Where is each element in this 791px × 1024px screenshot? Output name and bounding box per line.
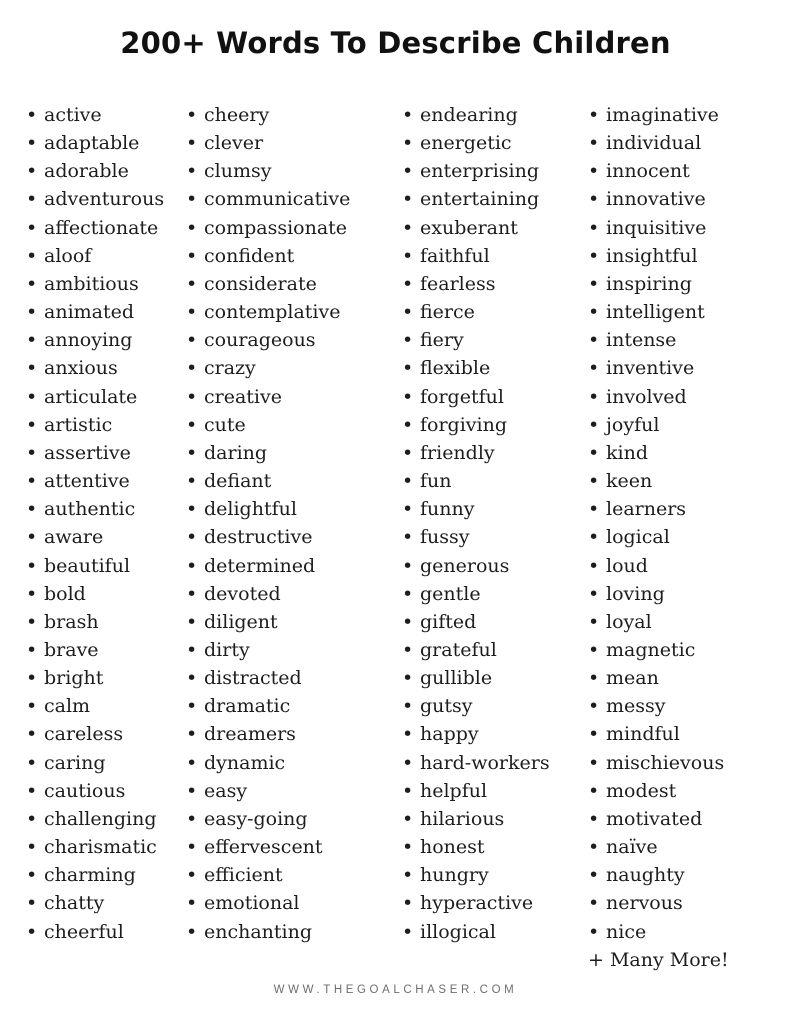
word-item: • enterprising (402, 157, 550, 185)
word-item: • involved (588, 383, 729, 411)
word-item: • endearing (402, 101, 550, 129)
word-item: • learners (588, 495, 729, 523)
word-item: • artistic (26, 411, 164, 439)
word-item: • distracted (186, 664, 350, 692)
word-item: • inspiring (588, 270, 729, 298)
word-item: • cheery (186, 101, 350, 129)
many-more-note: + Many More! (588, 948, 729, 971)
word-item: • challenging (26, 805, 164, 833)
word-column-1 (26, 101, 164, 946)
word-item: • faithful (402, 242, 550, 270)
word-item: • adventurous (26, 185, 164, 213)
word-item: • logical (588, 523, 729, 551)
word-item: • creative (186, 383, 350, 411)
word-item: • brash (26, 608, 164, 636)
word-item: • dramatic (186, 692, 350, 720)
word-item: • articulate (26, 383, 164, 411)
word-item: • cute (186, 411, 350, 439)
word-column-3 (402, 101, 550, 946)
word-item: • defiant (186, 467, 350, 495)
word-item: • loud (588, 552, 729, 580)
word-item: • assertive (26, 439, 164, 467)
word-item: • naïve (588, 833, 729, 861)
word-item: • easy-going (186, 805, 350, 833)
word-item: • beautiful (26, 552, 164, 580)
page-title: 200+ Words To Describe Children (120, 26, 671, 60)
word-column-2 (186, 101, 350, 946)
word-item: • modest (588, 777, 729, 805)
word-item: • keen (588, 467, 729, 495)
word-item: • aloof (26, 242, 164, 270)
word-item: • fearless (402, 270, 550, 298)
word-item: • dynamic (186, 749, 350, 777)
word-item: • mindful (588, 720, 729, 748)
word-item: • energetic (402, 129, 550, 157)
word-item: • anxious (26, 354, 164, 382)
word-item: • forgiving (402, 411, 550, 439)
word-item: • confident (186, 242, 350, 270)
word-item: • mean (588, 664, 729, 692)
word-item: • dreamers (186, 720, 350, 748)
word-item: • devoted (186, 580, 350, 608)
word-item: • gifted (402, 608, 550, 636)
word-item: • bright (26, 664, 164, 692)
word-item: • friendly (402, 439, 550, 467)
word-item: • efficient (186, 861, 350, 889)
word-item: • grateful (402, 636, 550, 664)
word-item: • cheerful (26, 918, 164, 946)
word-item: • dirty (186, 636, 350, 664)
word-item: • hungry (402, 861, 550, 889)
word-item: • naughty (588, 861, 729, 889)
word-column-4 (588, 101, 729, 946)
word-item: • destructive (186, 523, 350, 551)
word-item: • gutsy (402, 692, 550, 720)
footer-url: WWW.THEGOALCHASER.COM (273, 984, 518, 996)
word-item: • helpful (402, 777, 550, 805)
word-item: • inquisitive (588, 214, 729, 242)
word-item: • intense (588, 326, 729, 354)
word-item: • calm (26, 692, 164, 720)
word-item: • forgetful (402, 383, 550, 411)
word-item: • messy (588, 692, 729, 720)
word-item: • hard-workers (402, 749, 550, 777)
word-item: • innovative (588, 185, 729, 213)
word-item: • ambitious (26, 270, 164, 298)
word-item: • charismatic (26, 833, 164, 861)
word-item: • mischievous (588, 749, 729, 777)
word-item: • annoying (26, 326, 164, 354)
word-item: • daring (186, 439, 350, 467)
word-item: • intelligent (588, 298, 729, 326)
word-item: • hyperactive (402, 889, 550, 917)
word-item: • happy (402, 720, 550, 748)
word-item: • illogical (402, 918, 550, 946)
word-item: • kind (588, 439, 729, 467)
word-item: • flexible (402, 354, 550, 382)
word-item: • chatty (26, 889, 164, 917)
word-item: • honest (402, 833, 550, 861)
word-item: • individual (588, 129, 729, 157)
word-item: • determined (186, 552, 350, 580)
word-item: • adaptable (26, 129, 164, 157)
word-item: • insightful (588, 242, 729, 270)
word-column-4-wrap (588, 101, 729, 974)
word-item: • hilarious (402, 805, 550, 833)
word-item: • aware (26, 523, 164, 551)
word-item: • easy (186, 777, 350, 805)
word-item: • delightful (186, 495, 350, 523)
word-item: • affectionate (26, 214, 164, 242)
word-item: • animated (26, 298, 164, 326)
word-item: • innocent (588, 157, 729, 185)
word-item: • contemplative (186, 298, 350, 326)
word-item: • generous (402, 552, 550, 580)
word-item: • communicative (186, 185, 350, 213)
word-item: • imaginative (588, 101, 729, 129)
word-item: • funny (402, 495, 550, 523)
word-item: • diligent (186, 608, 350, 636)
word-item: • authentic (26, 495, 164, 523)
word-item: • inventive (588, 354, 729, 382)
word-item: • exuberant (402, 214, 550, 242)
word-item: • attentive (26, 467, 164, 495)
word-item: • gullible (402, 664, 550, 692)
word-item: • considerate (186, 270, 350, 298)
word-item: • enchanting (186, 918, 350, 946)
word-item: • clumsy (186, 157, 350, 185)
word-item: • brave (26, 636, 164, 664)
word-item: • entertaining (402, 185, 550, 213)
word-item: • charming (26, 861, 164, 889)
word-item: • nervous (588, 889, 729, 917)
word-item: • joyful (588, 411, 729, 439)
word-item: • active (26, 101, 164, 129)
word-item: • fierce (402, 298, 550, 326)
word-item: • motivated (588, 805, 729, 833)
word-item: • compassionate (186, 214, 350, 242)
word-item: • crazy (186, 354, 350, 382)
word-item: • bold (26, 580, 164, 608)
word-item: • caring (26, 749, 164, 777)
word-item: • fussy (402, 523, 550, 551)
word-item: • effervescent (186, 833, 350, 861)
word-item: • fun (402, 467, 550, 495)
word-item: • careless (26, 720, 164, 748)
word-item: • clever (186, 129, 350, 157)
word-item: • loyal (588, 608, 729, 636)
word-item: • courageous (186, 326, 350, 354)
word-item: • adorable (26, 157, 164, 185)
word-item: • fiery (402, 326, 550, 354)
word-item: • loving (588, 580, 729, 608)
word-item: • nice (588, 918, 729, 946)
word-item: • emotional (186, 889, 350, 917)
word-item: • magnetic (588, 636, 729, 664)
word-item: • cautious (26, 777, 164, 805)
word-item: • gentle (402, 580, 550, 608)
